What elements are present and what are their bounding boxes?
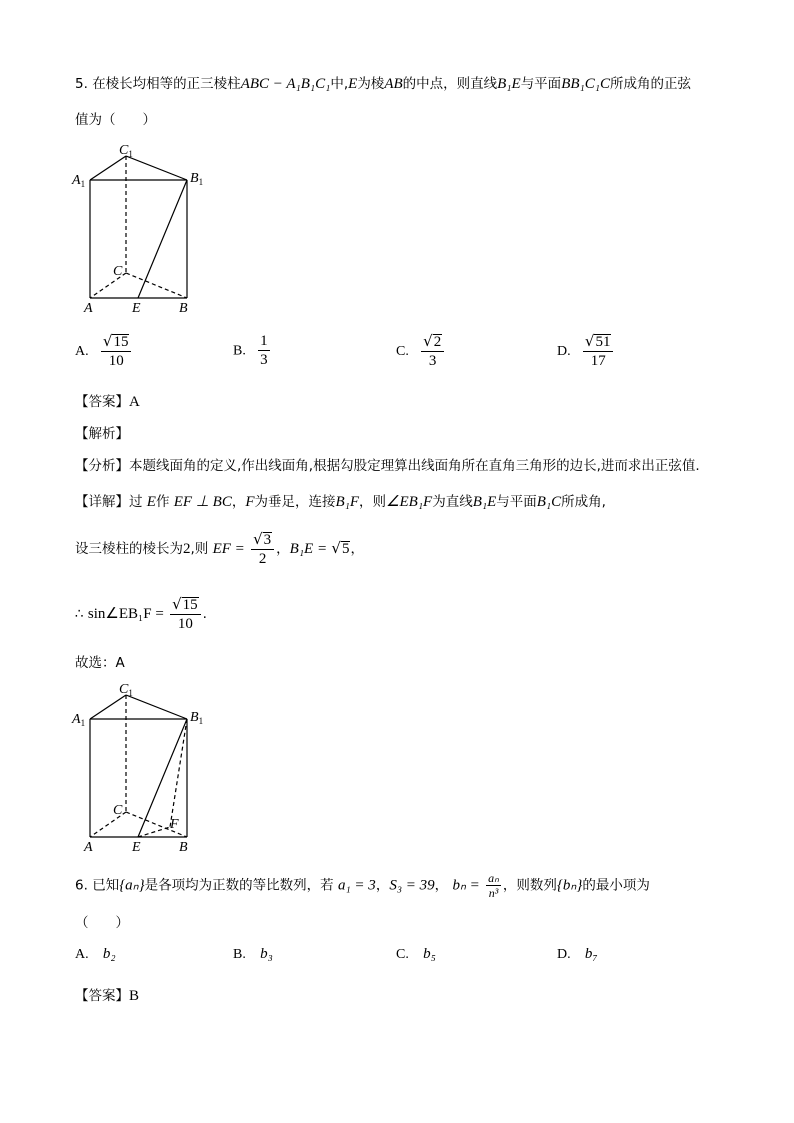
q5-analysis-heading: 【解析】	[75, 426, 129, 442]
q6-option-d: D. b₇	[557, 946, 598, 962]
svg-text:B1: $B_1$	[190, 710, 204, 726]
q5-option-c: C. $\frac{√2}{3}$	[396, 332, 446, 370]
svg-text:C: C	[113, 803, 123, 818]
edge-B1-E	[138, 180, 187, 298]
q6-answer: 【答案】B	[75, 988, 140, 1004]
q6-option-b: B. b₃	[233, 946, 273, 962]
q5-solution-figure	[70, 677, 220, 857]
svg-text:A: A	[84, 840, 93, 855]
svg-text:E: E	[132, 840, 141, 855]
edge-A1-C1	[90, 156, 126, 180]
q5-sin-result: ∴ sin∠EB₁F = $\frac{√15}{10}$ .	[75, 595, 207, 632]
label-C: C	[113, 264, 123, 279]
q5-answer: 【答案】A	[75, 394, 140, 410]
q5-stem-line1: 5. 在棱长均相等的正三棱柱ABC − A₁B₁C₁中,E为棱AB的中点，则直线B₁E与平面BB₁C₁C所成角的正弦	[75, 76, 691, 92]
q5-option-a: A. $\frac{√15}{10}$	[75, 332, 133, 370]
label-A1: $A_1$	[72, 173, 86, 189]
svg-text:F: F	[170, 817, 179, 832]
q5-setup: 设三棱柱的棱长为2,则 EF = $\frac{√3}{2}$ ，B₁E = √5，	[75, 530, 364, 567]
edge-C1-B1	[126, 156, 187, 180]
edge-C-B	[126, 273, 187, 298]
label-A: A	[84, 301, 93, 316]
q5-detail: 【详解】过 E作 EF ⊥ BC，F为垂足，连接B₁F，则∠EB₁F为直线B₁E与平面B₁C所成角,	[75, 494, 606, 510]
label-B: B	[179, 301, 188, 316]
svg-text:A1: $A_1$	[72, 712, 86, 728]
q5-option-b: B. $\frac{1}{3}$	[233, 333, 268, 368]
q6-option-c: C. b₅	[396, 946, 436, 962]
label-E: E	[132, 301, 141, 316]
q6-option-a: A. b₂	[75, 946, 116, 962]
label-B1: $B_1$	[190, 171, 204, 187]
svg-text:C1: $C_1$	[119, 682, 133, 698]
q6-stem-line1: 6. 已知{aₙ}是各项均为正数的等比数列，若 a₁ = 3，S₃ = 39， bₙ = $\frac{\text{aₙ}}{\text{n³}}$ ，则数列{bₙ}的最小项为	[75, 871, 650, 900]
q5-figure-prism	[70, 138, 220, 318]
q6-stem-line2: （ ）	[75, 915, 129, 931]
q5-fenxi: 【分析】本题线面角的定义,作出线面角,根据勾股定理算出线面角所在直角三角形的边长,进而求出正弦值.	[75, 458, 700, 474]
label-C1: $C_1$	[119, 143, 133, 159]
q5-option-d: D. $\frac{√51}{17}$	[557, 332, 615, 370]
svg-text:B: B	[179, 840, 188, 855]
q5-choose: 故选：A	[75, 655, 125, 671]
q5-stem-line2: 值为（ ）	[75, 112, 156, 128]
